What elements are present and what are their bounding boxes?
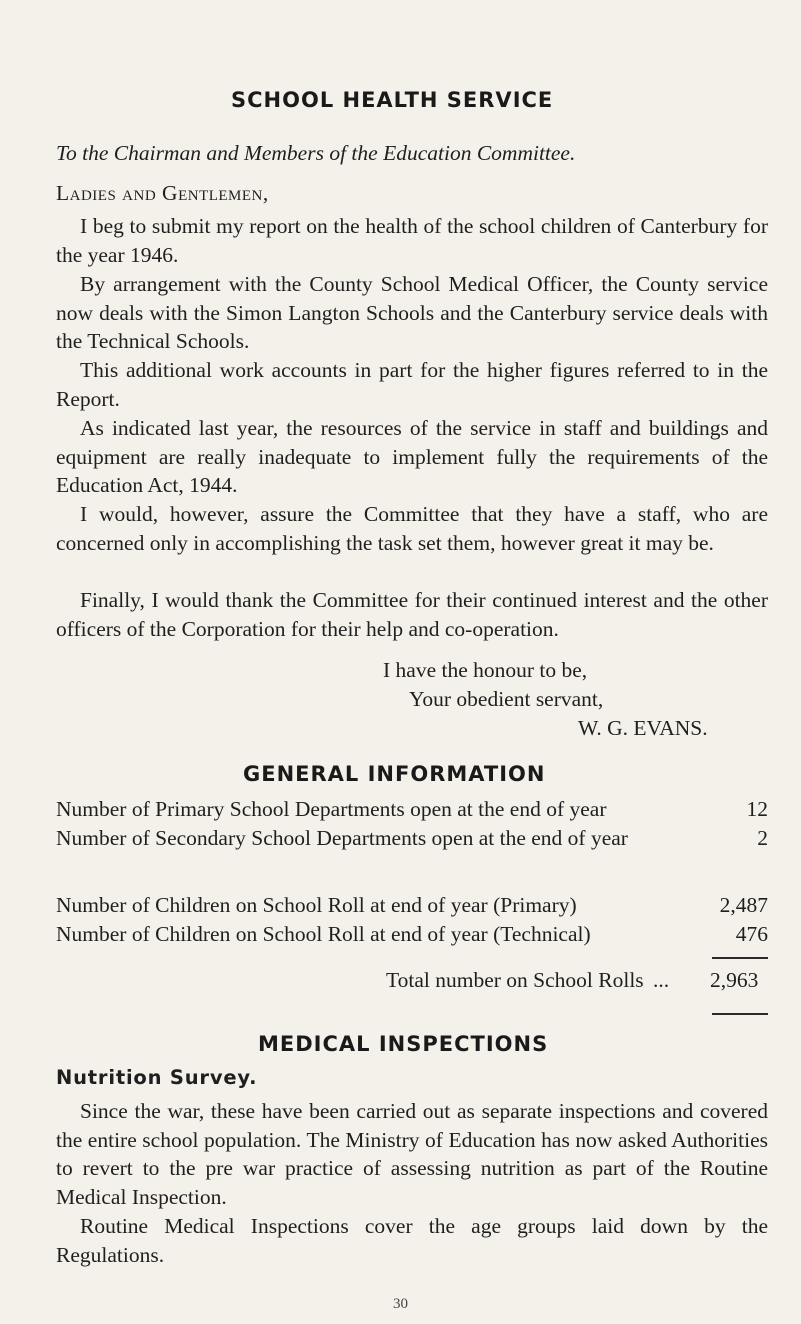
total-leader: ... — [653, 968, 670, 992]
signature: W. G. EVANS. — [578, 716, 708, 740]
salutation: Ladies and Gentlemen, — [56, 181, 269, 205]
addressee: To the Chairman and Members of the Education Committee. — [56, 141, 576, 165]
secondary-departments-row — [56, 826, 768, 851]
arrangement-paragraph: By arrangement with the County School Medical Officer, the County service now deals with the Simon Langton Schools and the Canterbury service deals with the Technical Schools. — [56, 272, 768, 353]
nutrition-paragraph: Since the war, these have been carried out as separate inspections and covered the entire school population. The Ministry of Education has now asked Authorities to revert to the pre war practice of assessing nutrition as part of the Routine Medical Inspection. — [56, 1099, 768, 1209]
primary-departments-row — [56, 797, 768, 822]
routine-inspections-paragraph: Routine Medical Inspections cover the age groups laid down by the Regulations. — [56, 1214, 768, 1267]
stat-value: 12 — [746, 797, 768, 821]
page-number: 30 — [393, 1296, 408, 1312]
stat-value: 2 — [757, 826, 768, 850]
total-value: 2,963 — [710, 968, 759, 992]
stat-label: Number of Children on School Roll at end of year (Primary) — [56, 893, 577, 917]
stat-label: Number of Primary School Departments open at the end of year — [56, 797, 607, 821]
intro-paragraph: I beg to submit my report on the health of the school children of Canterbury for the year 1946. — [56, 214, 768, 267]
primary-roll-row — [56, 893, 768, 918]
total-label: Total number on School Rolls — [386, 968, 644, 992]
total-rule — [712, 1013, 768, 1015]
staff-paragraph: I would, however, assure the Committee that they have a staff, who are concerned only in accomplishing the task set them, however great it may be. — [56, 502, 768, 555]
closing-line-1: I have the honour to be, — [383, 658, 588, 682]
stat-label: Number of Secondary School Departments open at the end of year — [56, 826, 628, 850]
general-information-heading: GENERAL INFORMATION — [243, 762, 546, 786]
technical-roll-row — [56, 922, 768, 947]
nutrition-survey-subheading: Nutrition Survey. — [56, 1066, 258, 1089]
stat-value: 2,487 — [719, 893, 768, 917]
additional-work-paragraph: This additional work accounts in part for the higher figures referred to in the Report. — [56, 358, 768, 411]
medical-inspections-heading: MEDICAL INSPECTIONS — [258, 1032, 549, 1056]
page-title: SCHOOL HEALTH SERVICE — [231, 88, 554, 112]
stat-value: 476 — [735, 922, 768, 946]
resources-paragraph: As indicated last year, the resources of the service in staff and buildings and equipment are really inadequate to implement fully the requirements of the Education Act, 1944. — [56, 416, 768, 497]
stat-label: Number of Children on School Roll at end of year (Technical) — [56, 922, 591, 946]
thanks-paragraph: Finally, I would thank the Committee for their continued interest and the other officers of the Corporation for their help and co-operation. — [56, 588, 768, 641]
subtotal-rule — [712, 957, 768, 959]
closing-line-2: Your obedient servant, — [409, 687, 604, 711]
